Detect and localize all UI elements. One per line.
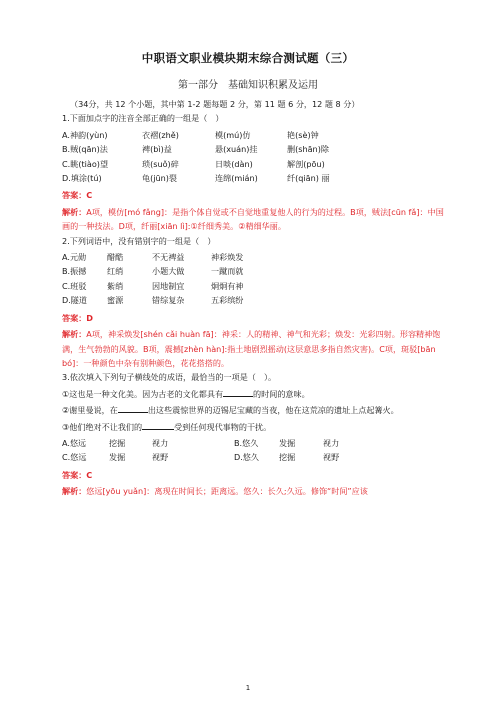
q2-option-cell: 一蹴而就 — [211, 266, 244, 277]
sentence-text: 的时间的意味。 — [253, 388, 310, 399]
q1-option-cell: A.神韵(yùn) — [62, 129, 108, 140]
q3-option-cell: 挖掘 — [279, 452, 296, 463]
q2-option-c — [62, 279, 450, 293]
q2-option-cell: 小题大做 — [152, 266, 185, 277]
q1-option-cell: 模(mú)仿 — [215, 129, 251, 140]
page-title: 中职语文职业模块期末综合测试题（三） — [141, 51, 355, 65]
q2-answer: 答案：D — [62, 312, 93, 323]
q3-option-cell: 挖掘 — [109, 437, 126, 448]
q1-option-cell: 龟(jūn)裂 — [142, 173, 178, 184]
q2-option-cell: C.班驳 — [62, 280, 87, 291]
q1-option-cell: 衣褶(zhě) — [142, 129, 179, 140]
q3-option-cell: 视野 — [152, 452, 169, 463]
page-number: 1 — [245, 684, 251, 692]
question-3-stem: 3.依次填入下列句子横线处的成语，最恰当的一项是（ ）。 — [62, 372, 277, 383]
sentence-text: 受到任何现代事物的干扰。 — [174, 421, 272, 432]
q2-explanation — [62, 327, 450, 370]
document-body — [62, 97, 450, 499]
q3-sentence-2 — [62, 403, 450, 417]
q3-sentence-1 — [62, 387, 450, 401]
q1-option-cell: 删(shān)除 — [287, 144, 329, 155]
q1-option-cell: 悬(xuán)挂 — [215, 144, 258, 155]
q1-option-cell: C.眺(tiào)望 — [62, 158, 109, 169]
q3-option-row-2 — [62, 450, 450, 464]
explanation-text: A项，神采焕发[shén cǎi huàn fā]：神采：人的精神、神气和光彩；焕发：光彩四射。形容精神饱满，生气勃勃的风貌。B项，震撼[zhèn hàn]:指土地剧烈摇动(这层意思多指自然灾害)。C项，斑驳[bān bó]：一种颜色中杂有别种颜色，花花搭搭的。 — [62, 329, 441, 368]
q3-option-row-1 — [62, 436, 450, 450]
q3-option-cell: C.悠远 — [62, 452, 87, 463]
explanation-text: A项，模仿[mó fǎng]：是指个体自觉或不自觉地重复他人的行为的过程。B项，贼法[cūn fǎ]：中国画的一种技法。D项，纤丽[xiān lì]:①纤细秀美。②精细华丽。 — [62, 206, 444, 232]
q2-option-cell: 醋酷 — [107, 252, 124, 263]
q2-option-cell: A.元勋 — [62, 252, 87, 263]
q2-option-cell: B.振撼 — [62, 266, 87, 277]
q2-option-cell: 紫绡 — [107, 280, 124, 291]
q2-option-b — [62, 264, 450, 278]
q1-option-cell: 解剖(pōu) — [287, 158, 325, 169]
q1-answer: 答案：C — [62, 190, 93, 201]
question-2-stem: 2.下列词语中，没有错别字的一组是（ ） — [62, 235, 216, 246]
sentence-text: 出这些震惊世界的迈锡尼宝藏的当夜，他在这荒凉的遗址上点起篝火。 — [147, 405, 399, 416]
q3-option-cell: B.悠久 — [234, 437, 259, 448]
q2-option-cell: 五彩缤纷 — [211, 295, 244, 306]
q1-option-cell: 琐(suǒ)碎 — [142, 158, 179, 169]
q3-option-cell: 视野 — [323, 452, 340, 463]
fill-blank — [223, 387, 253, 397]
fill-blank — [118, 403, 148, 413]
q3-option-cell: 视力 — [152, 437, 169, 448]
q2-option-d — [62, 293, 450, 307]
q2-option-cell: 炯炯有神 — [211, 280, 244, 291]
q1-option-cell: B.贼(qān)法 — [62, 144, 108, 155]
q2-option-cell: 因地制宜 — [152, 280, 185, 291]
q1-option-cell: 纤(qiān) 丽 — [287, 173, 330, 184]
q1-option-cell: 日啖(dàn) — [215, 158, 253, 169]
q2-option-cell: D.隧道 — [62, 295, 87, 306]
q3-sentence-3 — [62, 420, 450, 434]
explanation-label: 解析： — [62, 206, 87, 217]
explanation-text: 悠远[yōu yuǎn]：离现在时间长；距离远。悠久：长久;久远。修饰“时间”应该 — [86, 486, 368, 497]
sentence-text: ③他们绝对不让我们的 — [62, 421, 143, 432]
q1-explanation — [62, 205, 450, 234]
q2-option-cell: 神彩焕发 — [211, 252, 244, 263]
q2-option-cell: 蜜源 — [107, 295, 124, 306]
explanation-label: 解析： — [62, 486, 87, 497]
sentence-text: ①这也是一种文化美。因为古老的文化都具有 — [62, 388, 224, 399]
q3-option-cell: D.悠久 — [234, 452, 259, 463]
q2-option-a — [62, 250, 450, 264]
q3-explanation — [62, 484, 450, 498]
q1-option-a — [62, 128, 450, 142]
q1-option-d — [62, 171, 450, 185]
q3-option-cell: A.悠远 — [62, 437, 87, 448]
q1-option-c — [62, 157, 450, 171]
q3-option-cell: 发掘 — [279, 437, 296, 448]
section-intro: （34分，共 12 个小题，其中第 1-2 题每题 2 分，第 11 题 6 分，12 题 8 分） — [70, 99, 360, 109]
q3-option-cell: 发掘 — [109, 452, 126, 463]
q1-option-cell: 艳(sè)钟 — [287, 129, 319, 140]
q1-option-b — [62, 142, 450, 156]
part-title: 第一部分 基础知识积累及运用 — [178, 80, 318, 91]
q2-option-cell: 错综复杂 — [152, 295, 185, 306]
fill-blank — [142, 420, 174, 430]
q1-option-cell: 裨(bì)益 — [142, 144, 172, 155]
explanation-label: 解析： — [62, 329, 87, 340]
q3-answer: 答案：C — [62, 469, 93, 480]
sentence-text: ②谢里曼说，在 — [62, 405, 118, 416]
q2-option-cell: 红绡 — [107, 266, 124, 277]
q3-option-cell: 视力 — [323, 437, 340, 448]
q2-option-cell: 不无裨益 — [152, 252, 185, 263]
q1-option-cell: D.填涂(tú) — [62, 173, 102, 184]
question-1-stem: 1.下面加点字的注音全部正确的一组是（ ） — [62, 113, 224, 124]
q1-option-cell: 连绵(mián) — [215, 173, 258, 184]
